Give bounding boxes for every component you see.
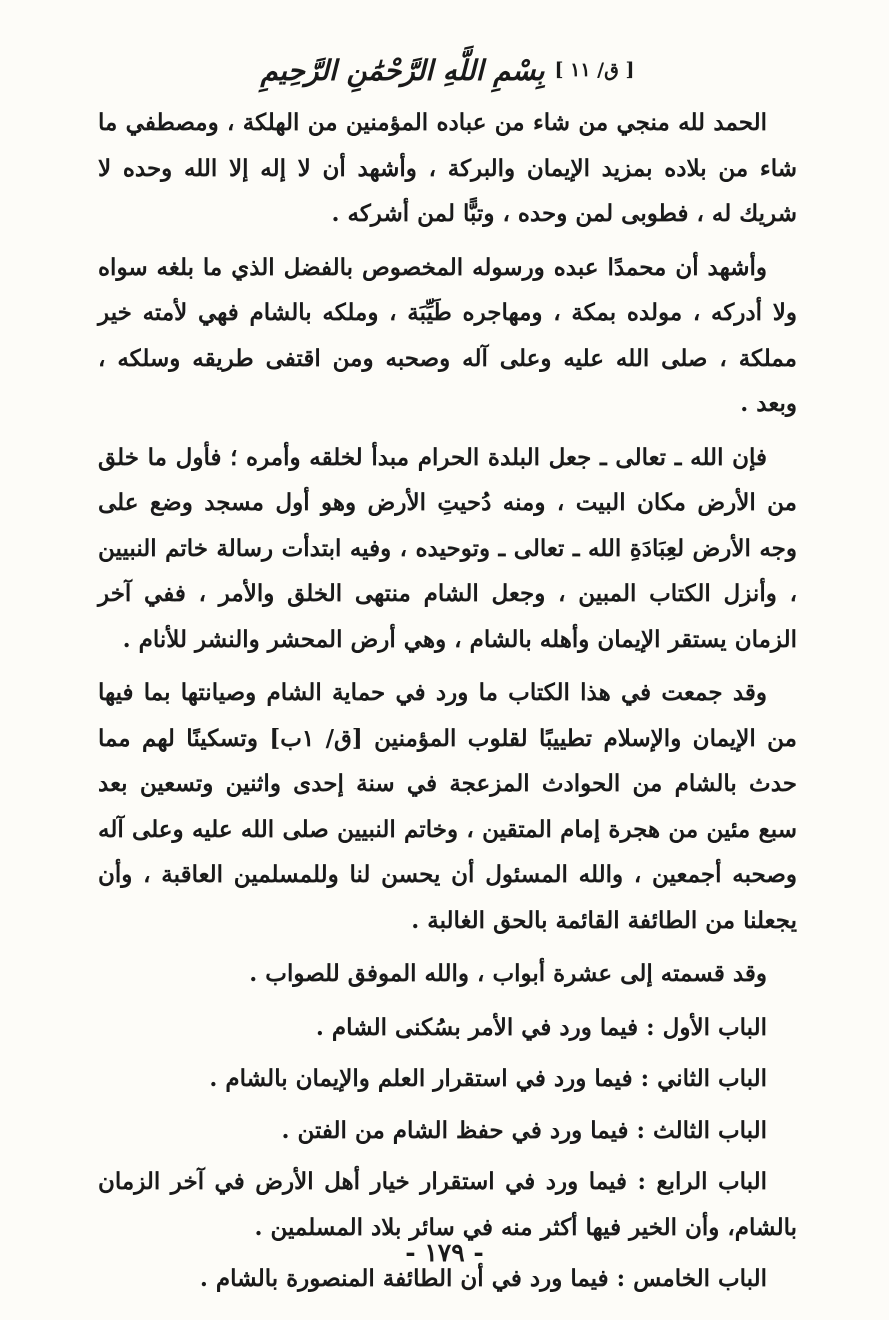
chapter-title: فيما ورد في استقرار العلم والإيمان بالشام . — [209, 1065, 633, 1092]
chapter-title: فيما ورد في استقرار خيار أهل الأرض في آخر الزمان بالشام، وأن الخير فيها أكثر منه في سائر بلاد المسلمين . — [98, 1168, 797, 1241]
chapter-label: الباب الخامس : — [616, 1265, 767, 1292]
chapter-entry — [98, 1056, 797, 1102]
main-text — [98, 100, 797, 1302]
paragraph: فإن الله ـ تعالى ـ جعل البلدة الحرام مبدأ لخلقه وأمره ؛ فأول ما خلق من الأرض مكان البيت ، ومنه دُحيتِ الأرض وهو أول مسجد وضع على وجه الأرض لعِبَادَةِ الله ـ تعالى ـ وتوحيده ، وفيه ابتدأت رسالة خاتم النبيين ، وأنزل الكتاب المبين ، وجعل الشام منتهى الخلق والأمر ، ففي آخر الزمان يستقر الإيمان وأهله بالشام ، وهي أرض المحشر والنشر للأنام . — [98, 443, 797, 653]
paragraph: وقد قسمته إلى عشرة أبواب ، والله الموفق للصواب . — [249, 960, 767, 987]
basmala-calligraphy: بِسْمِ اللَّهِ الرَّحْمَٰنِ الرَّحِيمِ — [260, 53, 545, 87]
chapter-entry — [98, 1005, 797, 1051]
chapter-label: الباب الثاني : — [640, 1065, 767, 1092]
chapter-label: الباب الأول : — [646, 1013, 767, 1041]
manuscript-folio-reference: [ ق/ ١١ ] — [554, 59, 635, 81]
chapter-entry — [98, 1159, 797, 1250]
chapter-label: الباب الثالث : — [636, 1116, 767, 1144]
chapter-entry — [98, 1108, 797, 1154]
page-header — [98, 40, 797, 100]
paragraph: وقد جمعت في هذا الكتاب ما ورد في حماية الشام وصيانتها بما فيها من الإيمان والإسلام تطييبًا لقلوب المؤمنين [ق/ ١ب] وتسكينًا لهم مما حدث بالشام من الحوادث المزعجة في سنة إحدى واثنين وتسعين بعد سبع مئين من هجرة إمام المتقين ، وخاتم النبيين صلى الله عليه وعلى آله وصحبه أجمعين ، والله المسئول أن يحسن لنا وللمسلمين العاقبة ، وأن يجعلنا من الطائفة القائمة بالحق الغالبة . — [98, 679, 798, 934]
chapter-title: فيما ورد في الأمر بسُكنى الشام . — [315, 1013, 639, 1041]
chapter-title: فيما ورد في حفظ الشام من الفتن . — [281, 1116, 629, 1144]
paragraph: الحمد لله منجي من شاء من عباده المؤمنين من الهلكة ، ومصطفي ما شاء من بلاده بمزيد الإيمان والبركة ، وأشهد أن لا إله إلا الله وحده لا شريك له ، فطوبى لمن وحده ، وتبًّا لمن أشركه . — [98, 109, 797, 227]
page-number: - ١٧٩ - — [405, 1238, 484, 1267]
chapter-title: فيما ورد في أن الطائفة المنصورة بالشام . — [199, 1265, 609, 1292]
chapter-label: الباب الرابع : — [637, 1168, 767, 1195]
paragraph: وأشهد أن محمدًا عبده ورسوله المخصوص بالفضل الذي ما بلغه سواه ولا أدركه ، مولده بمكة ، ومهاجره طَيِّبَة ، وملكه بالشام فهي لأمته خير مملكة ، صلى الله عليه وعلى آله وصحبه ومن اقتفى طريقه وسلكه ، وبعد . — [98, 253, 797, 417]
